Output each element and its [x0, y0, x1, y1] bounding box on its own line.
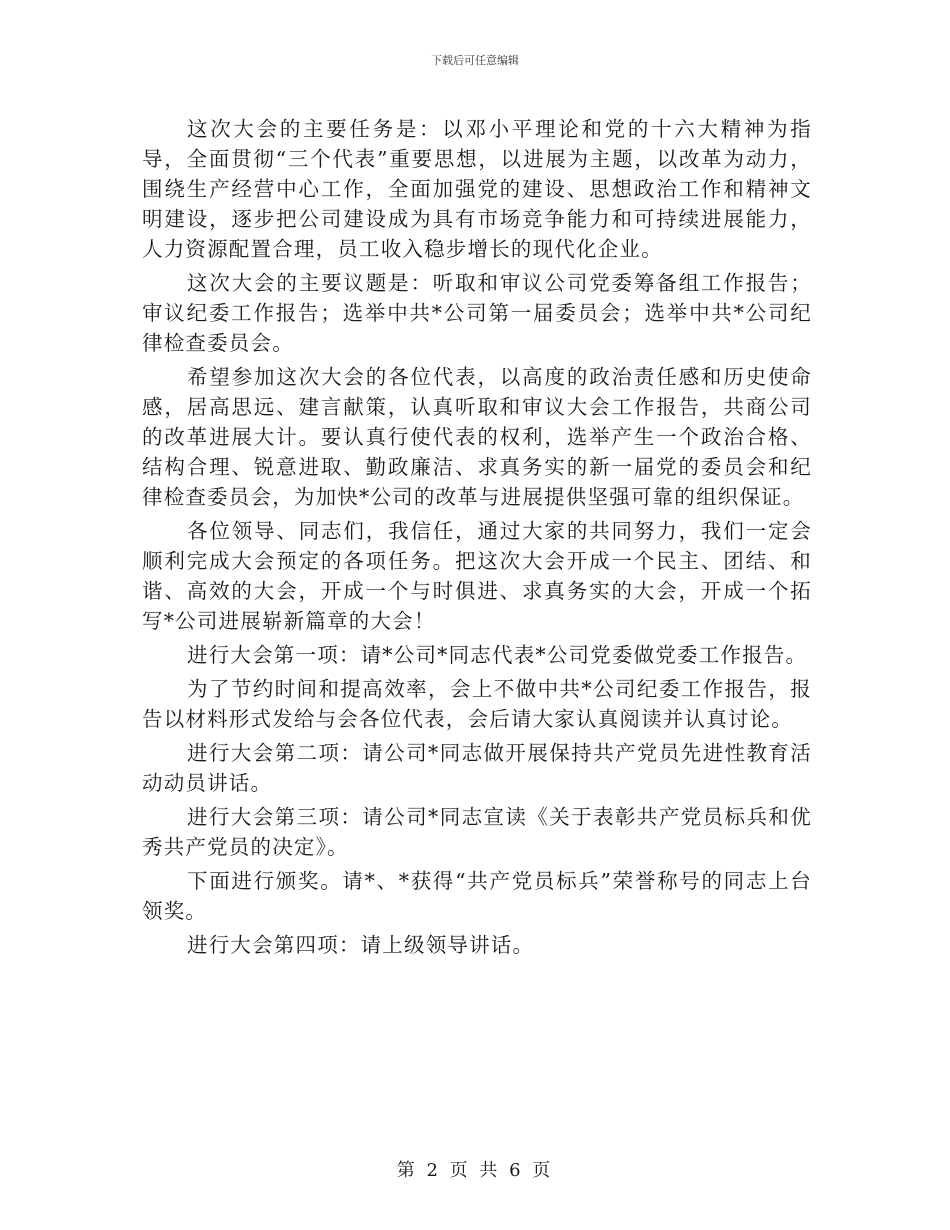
paragraph-item-four: 进行大会第四项：请上级领导讲话。: [187, 933, 535, 957]
paragraph-item-three: 进行大会第三项：请公司*同志宣读《关于表彰共产党员标兵和优秀共产党员的决定》。: [142, 805, 812, 859]
page-header: 下载后可任意编辑: [431, 54, 519, 67]
page-number-footer: 第 2 页 共 6 页: [396, 1160, 554, 1181]
paragraph-awards: 下面进行颁奖。请*、*获得“共产党员标兵”荣誉称号的同志上台领奖。: [142, 869, 812, 923]
document-body: [142, 110, 812, 960]
paragraph-efficiency-note: 为了节约时间和提高效率，会上不做中共*公司纪委工作报告，报告以材料形式发给与会各位代表，会后请大家认真阅读并认真讨论。: [142, 677, 812, 731]
paragraph-item-two: 进行大会第二项：请公司*同志做开展保持共产党员先进性教育活动动员讲话。: [142, 741, 812, 795]
paragraph-main-tasks: 这次大会的主要任务是：以邓小平理论和党的十六大精神为指导，全面贯彻“三个代表”重要思想，以进展为主题，以改革为动力，围绕生产经营中心工作，全面加强党的建设、思想政治工作和精神文明建设，逐步把公司建设成为具有市场竞争能力和可持续进展能力，人力资源配置合理，员工收入稳步增长的现代化企业。: [142, 117, 812, 261]
paragraph-delegates-hope: 希望参加这次大会的各位代表，以高度的政治责任感和历史使命感，居高思远、建言献策，认真听取和审议大会工作报告，共商公司的改革进展大计。要认真行使代表的权利，选举产生一个政治合格、结构合理、锐意进取、勤政廉洁、求真务实的新一届党的委员会和纪律检查委员会，为加快*公司的改革与进展提供坚强可靠的组织保证。: [142, 365, 812, 509]
paragraph-item-one: 进行大会第一项：请*公司*同志代表*公司党委做党委工作报告。: [187, 643, 808, 667]
paragraph-confidence: 各位领导、同志们，我信任，通过大家的共同努力，我们一定会顺利完成大会预定的各项任务。把这次大会开成一个民主、团结、和谐、高效的大会，开成一个与时俱进、求真务实的大会，开成一个拓写*公司进展崭新篇章的大会！: [142, 519, 812, 633]
paragraph-main-topics: 这次大会的主要议题是：听取和审议公司党委筹备组工作报告；审议纪委工作报告；选举中共*公司第一届委员会；选举中共*公司纪律检查委员会。: [142, 271, 812, 355]
